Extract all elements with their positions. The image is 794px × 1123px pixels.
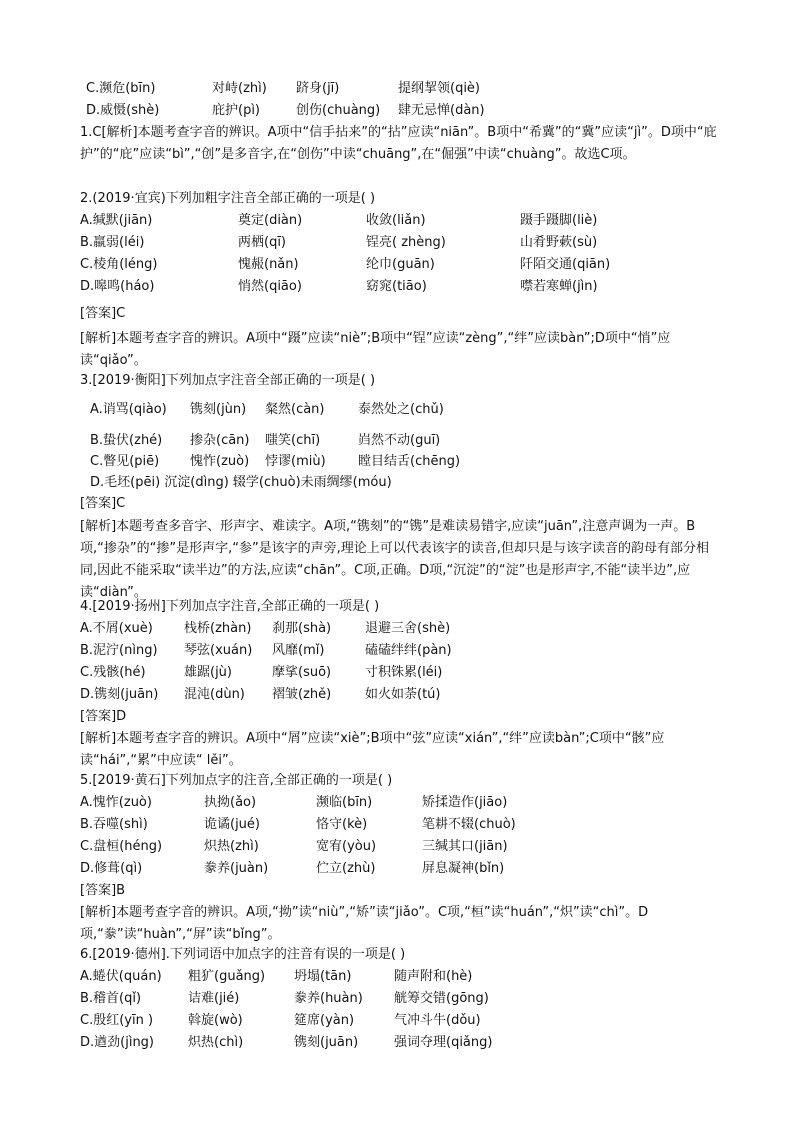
option-term: D.镌刻(juān) [80, 687, 159, 702]
option-term: 豢养(huàn) [294, 991, 363, 1006]
option-term: C.瞥见(piē) [90, 454, 160, 469]
option-term: 栈桥(zhàn) [184, 621, 252, 636]
q5-stem: 5.[2019·黄石]下列加点字的注音,全部正确的一项是( ) [80, 773, 393, 788]
option-term: 阡陌交通(qiān) [520, 257, 611, 272]
option-term: 矫揉造作(jiāo) [422, 795, 508, 810]
option-term: 蹑手蹑脚(liè) [520, 213, 598, 228]
option-term: D.遒劲(jìng) [80, 1035, 155, 1050]
option-term: 庇护(pì) [212, 103, 261, 118]
option-term: 豢养(juàn) [204, 861, 269, 876]
option-term: C.盘桓(héng) [80, 839, 163, 854]
q1-analysis: 1.C[解析]本题考查字音的辨识。A项中“信手拈来”的“拈”应读“niān”。B项中“希冀”的“冀”应读“jì”。D项中“庇护”的“庇”应读“bì”,“创”是多音字,在“创伤”中读“chuāng”,在“倔强”中读“chuàng”。故选C项。 [80, 125, 717, 162]
option-term: 诘难(jié) [188, 991, 240, 1006]
option-term: 镌刻(juān) [294, 1035, 359, 1050]
option-term: 寸积铢累(léi) [365, 665, 443, 680]
q4-stem: 4.[2019·扬州]下列加点字注音,全部正确的一项是( ) [80, 599, 380, 614]
q2-answer: [答案]C [80, 306, 126, 321]
option-term: 镌刻(jùn) [190, 402, 247, 417]
option-term: 提纲挈领(qiè) [398, 81, 481, 96]
q2-analysis: [解析]本题考查字音的辨识。A项中“蹑”应读“niè”;B项中“锃”应读“zèng”,“绊”应读bàn”;D项中“悄”应读“qiǎo”。 [80, 331, 671, 368]
q3-stem: 3.[2019·衡阳]下列加点字注音全部正确的一项是( ) [80, 373, 376, 388]
option-term: B.羸弱(léi) [80, 235, 145, 250]
option-term: C.濒危(bīn) [86, 81, 156, 96]
option-term: 肆无忌惮(dàn) [398, 103, 485, 118]
option-term: 风靡(mǐ) [272, 643, 325, 658]
option-term: D.修葺(qì) [80, 861, 143, 876]
q6-stem: 6.[2019·德州].下列词语中加点字的注音有误的一项是( ) [80, 947, 406, 962]
option-term: 对峙(zhì) [212, 81, 267, 96]
option-term: A.愧怍(zuò) [80, 795, 152, 810]
option-term: B.稽首(qǐ) [80, 991, 142, 1006]
option-term: 如火如荼(tú) [365, 687, 441, 702]
option-term: 退避三舍(shè) [365, 621, 451, 636]
option-term: B.吞噬(shì) [80, 817, 148, 832]
option-term: 炽热(chì) [188, 1035, 244, 1050]
option-term: 纶巾(guān) [366, 257, 435, 272]
option-term: C.棱角(léng) [80, 257, 158, 272]
option-term: 岿然不动(guī) [358, 433, 441, 448]
q4-analysis: [解析]本题考查字音的辨识。A项中“屑”应读“xiè”;B项中“弦”应读“xián”,“绊”应读bàn”;C项中“骸”应读“hái”,“累”中应读“ lěi”。 [80, 731, 665, 768]
option-term: B.泥泞(nìng) [80, 643, 158, 658]
option-term: 粗犷(guǎng) [188, 969, 266, 984]
option-term: 愧赧(nǎn) [238, 257, 299, 272]
option-term: 笔耕不辍(chuò) [422, 817, 516, 832]
option-term: 嗤笑(chī) [265, 433, 321, 448]
option-term: 濒临(bīn) [316, 795, 373, 810]
option-term: C.残骸(hé) [80, 665, 146, 680]
option-term: 收敛(liǎn) [366, 213, 426, 228]
option-term: 坍塌(tān) [294, 969, 352, 984]
option-term: A.诮骂(qiào) [90, 402, 167, 417]
option-term: 斡旋(wò) [188, 1013, 243, 1028]
option-term: 强词夺理(qiǎng) [394, 1035, 493, 1050]
option-term: 褶皱(zhě) [272, 687, 332, 702]
option-term: 琴弦(xuán) [184, 643, 253, 658]
q5-answer: [答案]B [80, 883, 126, 898]
option-term: 伫立(zhù) [316, 861, 376, 876]
option-term: 觥筹交错(gōng) [394, 991, 489, 1006]
q3-analysis: [解析]本题考查多音字、形声字、难读字。A项,“镌刻”的“镌”是难读易错字,应读“juān”,注意声调为一声。B项,“掺杂”的“掺”是形声字,“参”是该字的声旁,理论上可以代表该字的读音,但却只是与该字读音的韵母有部分相同,因此不能采取“读半边”的方法,应读“chān”。C项,正确。D项,“沉淀”的“淀”也是形声字,不能“读半边”,应读“diàn”。 [80, 519, 709, 600]
option-term: 悖谬(miù) [265, 454, 326, 469]
option-term: 宽宥(yòu) [316, 839, 377, 854]
option-term: 磕磕绊绊(pàn) [365, 643, 452, 658]
q3-option-d: D.毛坯(pēi) 沉淀(dìng) 辍学(chuò)未雨绸缪(móu) [90, 475, 392, 490]
option-term: 雄踞(jù) [184, 665, 232, 680]
option-term: 三缄其口(jiān) [422, 839, 508, 854]
q5-analysis: [解析]本题考查字音的辨识。A项,“拗”读“niù”,“矫”读“jiǎo”。C项,“桓”读“huán”,“炽”读“chì”。D项,“豢”读“huàn”,“屏”读“bǐng”。 [80, 905, 649, 942]
option-term: 两栖(qī) [238, 235, 287, 250]
option-term: 恪守(kè) [316, 817, 368, 832]
q2-stem: 2.(2019·宜宾)下列加粗字注音全部正确的一项是( ) [80, 191, 376, 206]
q3-answer: [答案]C [80, 496, 126, 511]
option-term: D.嗥鸣(háo) [80, 279, 155, 294]
option-term: 瞠目结舌(chēng) [358, 454, 461, 469]
option-term: C.殷红(yīn ) [80, 1013, 154, 1028]
option-term: 悄然(qiāo) [238, 279, 302, 294]
option-term: 诡谲(jué) [204, 817, 260, 832]
option-term: 气冲斗牛(dǒu) [394, 1013, 481, 1028]
option-term: 锃亮( zhèng) [366, 235, 446, 250]
option-term: 粲然(càn) [265, 402, 325, 417]
option-term: 执拗(ǎo) [204, 795, 257, 810]
option-term: 奠定(diàn) [238, 213, 303, 228]
option-term: 窈窕(tiāo) [366, 279, 427, 294]
q4-answer: [答案]D [80, 709, 127, 724]
option-term: D.威慑(shè) [86, 103, 160, 118]
option-term: 泰然处之(chǔ) [358, 402, 444, 417]
option-term: 屏息凝神(bǐn) [422, 861, 505, 876]
option-term: 刹那(shà) [272, 621, 332, 636]
option-term: 随声附和(hè) [394, 969, 473, 984]
option-term: 跻身(jī) [296, 81, 340, 96]
option-term: 炽热(zhì) [204, 839, 259, 854]
option-term: 山肴野蔌(sù) [520, 235, 598, 250]
option-term: 噤若寒蝉(jìn) [520, 279, 598, 294]
option-term: 掺杂(cān) [190, 433, 250, 448]
option-term: 创伤(chuàng) [296, 103, 381, 118]
option-term: A.缄默(jiān) [80, 213, 153, 228]
option-term: 筵席(yàn) [294, 1013, 355, 1028]
option-term: 摩挲(suō) [272, 665, 332, 680]
option-term: B.蛰伏(zhé) [90, 433, 163, 448]
option-term: 愧怍(zuò) [190, 454, 250, 469]
option-term: A.蜷伏(quán) [80, 969, 162, 984]
option-term: A.不屑(xuè) [80, 621, 153, 636]
option-term: 混沌(dùn) [184, 687, 245, 702]
